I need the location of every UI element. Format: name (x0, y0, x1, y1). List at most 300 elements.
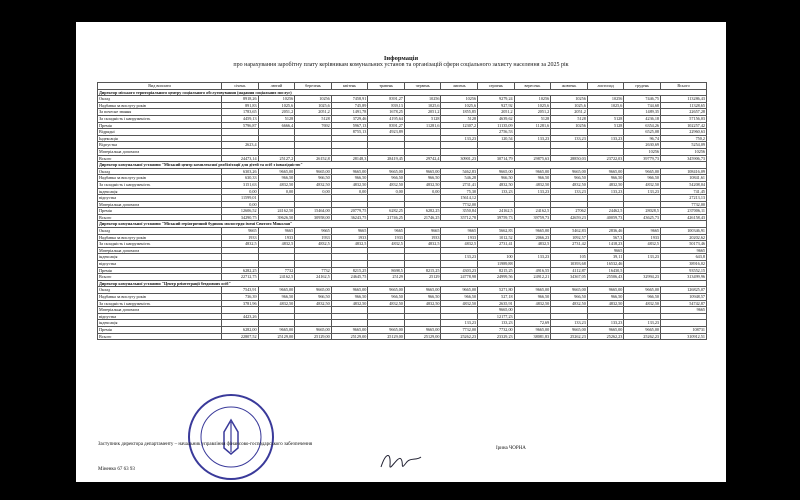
table-cell (661, 313, 707, 320)
table-cell: 38916,02 (661, 261, 707, 268)
table-cell: 2051,2 (404, 109, 441, 116)
table-cell: 9665,00 (331, 326, 368, 333)
table-cell: 7543,91 (222, 287, 259, 294)
table-row (98, 247, 707, 254)
table-cell: 113286,43 (661, 96, 707, 103)
table-cell: 40059,73 (587, 214, 624, 221)
table-cell (331, 313, 368, 320)
table-cell: 10256 (587, 96, 624, 103)
table-cell: 5128 (295, 115, 332, 122)
table-cell: 966,50 (331, 175, 368, 182)
table-cell: 9665,00 (404, 326, 441, 333)
table-cell: 29742,4 (404, 155, 441, 162)
table-cell: 3781,96 (222, 300, 259, 307)
header-cell-month: липень (441, 83, 478, 90)
table-cell: 9665,00 (624, 168, 661, 175)
table-cell: 9665,00 (551, 287, 588, 294)
table-cell (368, 135, 405, 142)
row-label: Надбавка за вислугу років (98, 102, 222, 109)
header-cell-month: вересень (514, 83, 551, 90)
table-cell: 120,54 (478, 135, 515, 142)
table-cell (295, 142, 332, 149)
table-cell: 9665,00 (587, 287, 624, 294)
table-cell: 546,28 (441, 175, 478, 182)
table-cell (551, 148, 588, 155)
table-cell: 4832,50 (624, 181, 661, 188)
table-cell: 11281,6 (514, 122, 551, 129)
row-label: Оклад (98, 96, 222, 103)
table-cell (295, 135, 332, 142)
row-label: Надбавка за вислугу років (98, 234, 222, 241)
table-cell (404, 142, 441, 149)
header-cell-month: жовтень (551, 83, 588, 90)
table-cell (258, 254, 295, 261)
table-cell: 27213,13 (661, 195, 707, 202)
table-cell: 0,00 (222, 188, 259, 195)
table-cell: 5254,09 (661, 142, 707, 149)
table-cell: 1855,85 (441, 109, 478, 116)
table-cell: 105 (551, 254, 588, 261)
table-cell: 36243,75 (331, 214, 368, 221)
table-cell: 927,92 (478, 102, 515, 109)
table-body (98, 89, 707, 340)
table-cell: 25129,00 (295, 333, 332, 340)
table-cell: 9665,00 (295, 326, 332, 333)
table-cell: 4303,23 (441, 267, 478, 274)
table-row (98, 333, 707, 340)
table-cell: 43625,73 (624, 214, 661, 221)
table-cell: 4832,5 (624, 241, 661, 248)
table-cell: 0,00 (331, 188, 368, 195)
table-cell: 7732,00 (661, 201, 707, 208)
table-cell: 9279,24 (478, 96, 515, 103)
table-cell (222, 261, 259, 268)
table-cell: 23329,23 (478, 333, 515, 340)
row-label: Всього (98, 333, 222, 340)
table-cell: 9665,00 (368, 326, 405, 333)
footer-contact: Міненко 67 63 93 (98, 467, 135, 472)
table-cell: 11328,65 (661, 102, 707, 109)
table-row (98, 208, 707, 215)
table-cell: 839,13 (368, 102, 405, 109)
table-cell (368, 307, 405, 314)
table-cell: 28028,5 (624, 208, 661, 215)
table-cell (551, 307, 588, 314)
table-cell (404, 247, 441, 254)
table-cell: 11989,88 (478, 261, 515, 268)
table-cell: 133,23 (587, 320, 624, 327)
table-cell (258, 320, 295, 327)
table-cell: 426158,43 (661, 214, 707, 221)
table-cell: 4832,50 (587, 181, 624, 188)
table-cell: 25129,00 (258, 333, 295, 340)
table-row (98, 313, 707, 320)
table-cell (551, 313, 588, 320)
table-cell: 5128 (258, 115, 295, 122)
table-cell: 133,23 (587, 188, 624, 195)
table-cell: 10256 (295, 96, 332, 103)
table-row (98, 214, 707, 221)
table-cell (587, 148, 624, 155)
table-cell: 0,00 (368, 188, 405, 195)
table-cell: 20779,75 (331, 208, 368, 215)
table-row (98, 96, 707, 103)
table-cell: 9665,00 (258, 168, 295, 175)
table-cell: 1491,78 (331, 109, 368, 116)
table-cell: 4195,64 (368, 115, 405, 122)
table-cell: 133,23 (478, 320, 515, 327)
table-cell: 237006,11 (661, 208, 707, 215)
table-row (98, 168, 707, 175)
table-cell: 26152,8 (295, 155, 332, 162)
table-cell: 5462,83 (551, 228, 588, 235)
table-cell: 4832,50 (514, 181, 551, 188)
section-title: Директор комунальної установи "Центр реінтеграції бездомних осіб" (98, 280, 707, 287)
table-cell: 7458,91 (331, 96, 368, 103)
table-cell: 9665 (404, 228, 441, 235)
table-row (98, 109, 707, 116)
table-cell: 5271,80 (478, 287, 515, 294)
table-cell: 4832,50 (404, 300, 441, 307)
table-row (98, 326, 707, 333)
table-cell (551, 129, 588, 136)
table-cell: 24162,5 (478, 208, 515, 215)
table-cell: 16430,5 (587, 267, 624, 274)
table-cell: 4832,50 (368, 300, 405, 307)
table-cell (258, 142, 295, 149)
table-cell: 966,50 (368, 294, 405, 301)
table-cell: 0,00 (222, 201, 259, 208)
table-cell: 57156,03 (661, 115, 707, 122)
table-cell: 1025,6 (441, 102, 478, 109)
table-cell: 25262,23 (551, 333, 588, 340)
table-row (98, 115, 707, 122)
doc-subtitle: про нарахування заробітну плату керівникам комунальних установ та організацій сфери соціального захисту населення за 2025 рік (233, 62, 569, 68)
table-row (98, 155, 707, 162)
table-cell: 38081,83 (514, 333, 551, 340)
table-cell: 1012,52 (478, 234, 515, 241)
row-label: Оклад (98, 287, 222, 294)
table-cell: 2051,2 (295, 109, 332, 116)
table-cell: 966,50 (404, 294, 441, 301)
table-cell: 8215,25 (404, 267, 441, 274)
table-row (98, 135, 707, 142)
row-label: індексація (98, 254, 222, 261)
table-cell (368, 261, 405, 268)
row-label: Премія (98, 267, 222, 274)
table-cell: 39,11 (587, 254, 624, 261)
table-cell: 24473,14 (222, 155, 259, 162)
table-cell (331, 254, 368, 261)
table-cell: 4832,50 (368, 181, 405, 188)
table-cell (514, 307, 551, 314)
table-cell: 9665,00 (295, 168, 332, 175)
table-cell: 0,00 (404, 188, 441, 195)
table-cell: 4832,50 (624, 300, 661, 307)
table-cell (478, 142, 515, 149)
table-cell: 4832,50 (551, 181, 588, 188)
row-label: Всього (98, 274, 222, 281)
table-cell (587, 129, 624, 136)
table-cell (331, 195, 368, 202)
table-cell (514, 247, 551, 254)
table-row (98, 261, 707, 268)
table-cell: 9665,00 (295, 287, 332, 294)
table-cell: 25127,2 (258, 155, 295, 162)
table-cell (258, 201, 295, 208)
table-row (98, 267, 707, 274)
table-cell (624, 261, 661, 268)
row-label: Всього (98, 155, 222, 162)
table-cell: 966,50 (514, 175, 551, 182)
row-label: Премія (98, 122, 222, 129)
table-cell (587, 313, 624, 320)
signature (376, 447, 426, 477)
table-cell: 10256 (551, 122, 588, 129)
table-cell: 11599,01 (222, 195, 259, 202)
table-cell: 567,3 (587, 234, 624, 241)
table-cell: 6525,08 (624, 129, 661, 136)
table-cell: 12177,23 (478, 313, 515, 320)
table-cell: 28419,45 (368, 155, 405, 162)
table-cell (478, 201, 515, 208)
footer-position: Заступник директора департаменту – начальник управління фінансово-господарського забезпечення (98, 442, 313, 447)
table-cell: 7446,75 (624, 96, 661, 103)
table-cell (587, 109, 624, 116)
table-cell (295, 148, 332, 155)
table-cell: 2756,53 (478, 129, 515, 136)
table-row (98, 129, 707, 136)
table-cell: 28850,03 (551, 155, 588, 162)
table-cell (624, 201, 661, 208)
table-cell: 745,89 (331, 102, 368, 109)
table-cell: 1025,6 (587, 102, 624, 109)
row-label: Надбавка за вислугу років (98, 175, 222, 182)
table-cell: 966,50 (514, 294, 551, 301)
table-cell: 4832,5 (258, 241, 295, 248)
table-cell: 133,23 (551, 135, 588, 142)
table-row (98, 228, 707, 235)
row-label: індексація (98, 320, 222, 327)
footer-name: Ірина ЧОРНА (496, 446, 526, 451)
table-cell: 4916,55 (514, 267, 551, 274)
table-cell: 39626,50 (258, 214, 295, 221)
table-cell: 6282,25 (222, 267, 259, 274)
table-cell: 6666,4 (258, 122, 295, 129)
section-title-row (98, 280, 707, 287)
table-cell: 6303,26 (222, 168, 259, 175)
table-cell: 8391,27 (368, 122, 405, 129)
table-cell: 22712,75 (222, 274, 259, 281)
table-cell: 1933 (368, 234, 405, 241)
row-label: Премія (98, 208, 222, 215)
table-cell (441, 307, 478, 314)
table-cell (368, 254, 405, 261)
table-cell (258, 261, 295, 268)
table-cell (587, 201, 624, 208)
table-cell (295, 320, 332, 327)
table-cell: 9665,00 (478, 168, 515, 175)
table-cell: 22960,63 (661, 129, 707, 136)
table-cell: 8918,26 (222, 96, 259, 103)
table-cell: 2066,23 (514, 234, 551, 241)
table-cell (222, 247, 259, 254)
table-cell: 9665,00 (587, 326, 624, 333)
table-cell: 10256 (624, 148, 661, 155)
table-cell (368, 201, 405, 208)
section-title-row (98, 162, 707, 169)
table-cell (331, 247, 368, 254)
table-cell (258, 135, 295, 142)
table-cell: 108416,09 (661, 168, 707, 175)
table-cell: 2630,69 (624, 142, 661, 149)
table-cell: 7732,00 (478, 326, 515, 333)
table-cell (368, 195, 405, 202)
header-cell-month: березень (295, 83, 332, 90)
table-cell: 2051,2 (478, 109, 515, 116)
table-cell: 4832,5 (331, 241, 368, 248)
table-cell: 6354,26 (624, 122, 661, 129)
table-cell: 39759,73 (478, 214, 515, 221)
table-cell: 9665 (661, 307, 707, 314)
table-row (98, 175, 707, 182)
table-cell (368, 313, 405, 320)
table-cell (404, 254, 441, 261)
table-cell: 42659,23 (551, 214, 588, 221)
table-row (98, 320, 707, 327)
table-cell: 313499,96 (661, 274, 707, 281)
section-title-row (98, 221, 707, 228)
table-cell: 310912,51 (661, 333, 707, 340)
table-cell: 2051,2 (514, 109, 551, 116)
table-cell (295, 195, 332, 202)
table-cell: 102257,42 (661, 122, 707, 129)
table-cell: 9665,00 (441, 287, 478, 294)
table-cell: 7732,00 (441, 201, 478, 208)
table-cell: 5128 (587, 122, 624, 129)
table-cell: 133,23 (514, 254, 551, 261)
table-cell (295, 129, 332, 136)
table-cell (295, 201, 332, 208)
table-cell (331, 261, 368, 268)
table-cell: 10256 (441, 96, 478, 103)
table-cell: 24462,5 (587, 208, 624, 215)
table-cell: 3151,63 (222, 181, 259, 188)
table-cell: 21746,25 (368, 214, 405, 221)
table-cell: 5128 (551, 115, 588, 122)
table-cell (404, 261, 441, 268)
table-cell (441, 142, 478, 149)
table-cell (551, 247, 588, 254)
table-cell: 24645,75 (331, 274, 368, 281)
table-cell: 9665,00 (624, 326, 661, 333)
table-cell (404, 129, 441, 136)
table-cell: 9665 (331, 228, 368, 235)
table-cell (404, 201, 441, 208)
table-cell (404, 307, 441, 314)
table-cell (368, 247, 405, 254)
table-cell: 4832,50 (295, 181, 332, 188)
table-cell (331, 201, 368, 208)
table-cell (222, 307, 259, 314)
section-title-row (98, 89, 707, 96)
table-cell: 9665,00 (514, 228, 551, 235)
table-cell: 7732,00 (441, 326, 478, 333)
table-cell: 2635,91 (478, 300, 515, 307)
table-cell: 25129,00 (368, 333, 405, 340)
table-cell: 6282,00 (222, 326, 259, 333)
table-cell: 6282,25 (368, 208, 405, 215)
table-cell (331, 142, 368, 149)
row-label: Відрядні (98, 129, 222, 136)
table-cell: 1933 (258, 234, 295, 241)
header-cell-month: червень (404, 83, 441, 90)
table-row (98, 254, 707, 261)
row-label: Матеріальна допомога (98, 247, 222, 254)
table-cell: 5662,83 (478, 228, 515, 235)
table-cell: 4832,50 (258, 300, 295, 307)
table-cell (514, 313, 551, 320)
table-cell (624, 247, 661, 254)
table-cell: 11281,6 (404, 122, 441, 129)
table-cell (404, 313, 441, 320)
table-cell: 6282,25 (404, 208, 441, 215)
table-cell: 741,45 (661, 188, 707, 195)
table-cell: 9665 (258, 228, 295, 235)
table-cell: 24162,5 (295, 274, 332, 281)
row-label: Надбавка за вислугу років (98, 294, 222, 301)
row-label: Індексація (98, 135, 222, 142)
table-cell: 966,50 (368, 175, 405, 182)
table-cell: 5128 (404, 115, 441, 122)
table-cell: 4639,62 (478, 115, 515, 122)
table-cell: 744,68 (624, 102, 661, 109)
table-row (98, 122, 707, 129)
table-cell: 1678,25 (368, 109, 405, 116)
table-cell: 9665,00 (514, 287, 551, 294)
table-cell: 72,69 (514, 320, 551, 327)
table-cell (478, 195, 515, 202)
table-row (98, 300, 707, 307)
table-cell: 10393,68 (551, 261, 588, 268)
table-cell: 4832,50 (404, 181, 441, 188)
table-cell (331, 320, 368, 327)
doc-title: Інформація (383, 55, 419, 62)
table-cell: 39759,73 (514, 214, 551, 221)
table-cell (258, 313, 295, 320)
table-cell: 8215,25 (478, 267, 515, 274)
table-cell: 345906,73 (661, 155, 707, 162)
table-cell: 25129 (368, 274, 405, 281)
table-cell: 39779,73 (624, 155, 661, 162)
table-cell (441, 313, 478, 320)
table-cell: 9665 (624, 228, 661, 235)
table-cell: 966,50 (295, 294, 332, 301)
table-cell: 3550,84 (441, 208, 478, 215)
table-cell (368, 142, 405, 149)
table-cell (404, 320, 441, 327)
row-label: Оклад (98, 168, 222, 175)
section-title: Директор комунальної установи "Міський центр комплексної реабілітації для дітей та осіб з інвалідністю" (98, 162, 707, 169)
table-cell: 4832,5 (441, 241, 478, 248)
table-cell: 133,23 (478, 188, 515, 195)
table-cell: 93552,15 (661, 267, 707, 274)
table-cell: 9665,00 (587, 168, 624, 175)
table-cell: 9665 (661, 247, 707, 254)
table-cell: 11135,09 (478, 122, 515, 129)
table-cell: 9665 (222, 228, 259, 235)
row-label: За складність і напруженість (98, 300, 222, 307)
